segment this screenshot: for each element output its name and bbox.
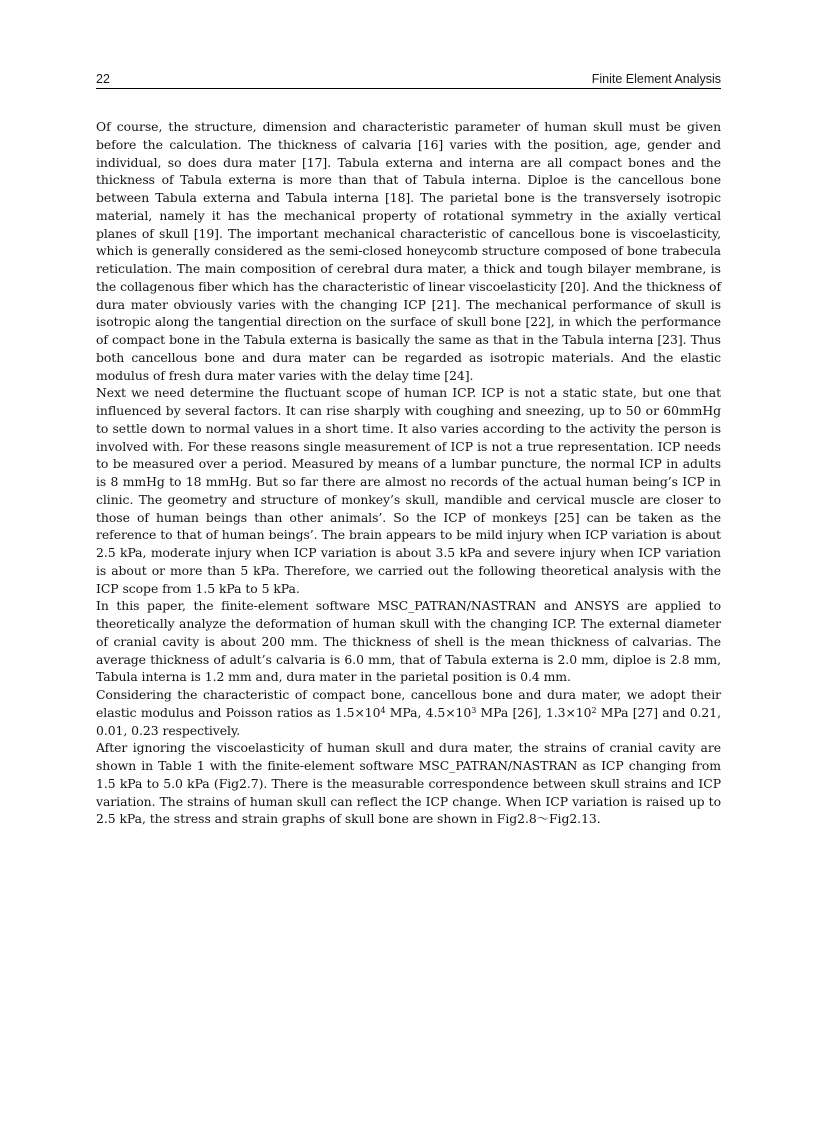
running-title: Finite Element Analysis <box>591 72 721 86</box>
exponent-3: 2 <box>591 705 597 715</box>
paragraph-4 <box>96 686 721 739</box>
paragraph-5: After ignoring the viscoelasticity of human skull and dura mater, the strains of cranial cavity are shown in Table 1 with the finite-element software MSC_PATRAN/NASTRAN as ICP changing from 1.5 kPa to 5.0 kPa (Fig2.7). There is the measurable correspondence between skull strains and ICP variation. The strains of human skull can reflect the ICP change. When ICP variation is raised up to 2.5 kPa, the stress and strain graphs of skull bone are shown in Fig2.8～Fig2.13. <box>96 740 721 827</box>
paragraph-3: In this paper, the finite-element software MSC_PATRAN/NASTRAN and ANSYS are applied to theoretically analyze the deformation of human skull with the changing ICP. The external diameter of cranial cavity is about 200 mm. The thickness of shell is the mean thickness of calvarias. The average thickness of adult’s calvaria is 6.0 mm, that of Tabula externa is 2.0 mm, diploe is 2.8 mm, Tabula interna is 1.2 mm and, dura mater in the parietal position is 0.4 mm. <box>96 598 721 685</box>
exponent-2: 3 <box>471 705 477 715</box>
exponent-1: 4 <box>380 705 386 715</box>
paragraph-4-text-3: MPa [26], 1.3×10 <box>476 704 592 720</box>
page-number: 22 <box>96 72 110 86</box>
page-header <box>96 70 721 89</box>
paragraph-4-text-1: Considering the characteristic of compact bone, cancellous bone and dura mater, we adopt their elastic modulus and Poisson ratios as 1.5×10 <box>96 687 721 720</box>
body-text <box>96 118 721 828</box>
paragraph-1: Of course, the structure, dimension and characteristic parameter of human skull must be given before the calculation. The thickness of calvaria [16] varies with the position, age, gender and individual, so does dura mater [17]. Tabula externa and interna are all compact bones and the thickness of Tabula externa is more than that of Tabula interna. Diploe is the cancellous bone between Tabula externa and Tabula interna [18]. The parietal bone is the transversely isotropic material, namely it has the mechanical property of rotational symmetry in the axially vertical planes of skull [19]. The important mechanical characteristic of cancellous bone is viscoelasticity, which is generally considered as the semi-closed honeycomb structure composed of bone trabecula reticulation. The main composition of cerebral dura mater, a thick and tough bilayer membrane, is the collagenous fiber which has the characteristic of linear viscoelasticity [20]. And the thickness of dura mater obviously varies with the changing ICP [21]. The mechanical performance of skull is isotropic along the tangential direction on the surface of skull bone [22], in which the performance of compact bone in the Tabula externa is basically the same as that in the Tabula interna [23]. Thus both cancellous bone and dura mater can be regarded as isotropic materials. And the elastic modulus of fresh dura mater varies with the delay time [24]. <box>96 119 721 383</box>
paragraph-4-text-4: MPa [27] and 0.21, 0.01, 0.23 respectively. <box>96 704 721 738</box>
paragraph-2: Next we need determine the fluctuant scope of human ICP. ICP is not a static state, but one that influenced by several factors. It can rise sharply with coughing and sneezing, up to 50 or 60mmHg to settle down to normal values in a short time. It also varies according to the activity the person is involved with. For these reasons single measurement of ICP is not a true representation. ICP needs to be measured over a period. Measured by means of a lumbar puncture, the normal ICP in adults is 8 mmHg to 18 mmHg. But so far there are almost no records of the actual human being’s ICP in clinic. The geometry and structure of monkey’s skull, mandible and cervical muscle are closer to those of human beings than other animals’. So the ICP of monkeys [25] can be taken as the reference to that of human beings’. The brain appears to be mild injury when ICP variation is about 2.5 kPa, moderate injury when ICP variation is about 3.5 kPa and severe injury when ICP variation is about or more than 5 kPa. Therefore, we carried out the following theoretical analysis with the ICP scope from 1.5 kPa to 5 kPa. <box>96 385 721 596</box>
paragraph-4-text-2: MPa, 4.5×10 <box>385 704 472 720</box>
